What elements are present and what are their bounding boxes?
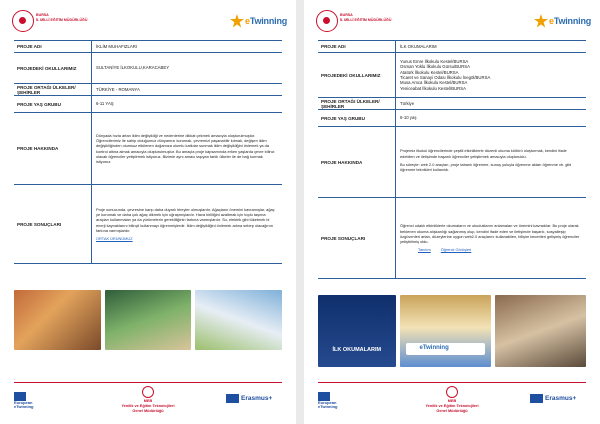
meb-title bbox=[36, 13, 96, 22]
meb-title-line: İL MİLLÎ EĞİTİM MÜDÜRLÜĞÜ bbox=[36, 17, 88, 22]
page-header bbox=[0, 8, 296, 40]
project-table bbox=[14, 40, 282, 264]
row-value bbox=[396, 127, 586, 197]
row-value bbox=[92, 96, 282, 112]
etwinning-logo bbox=[534, 14, 592, 30]
meb-emblem-icon bbox=[12, 10, 34, 32]
row-value bbox=[92, 113, 282, 184]
value-line: Projemiz ilkokul öğrencilerinde çeşitli etkinliklerle düzenli okuma kültürü oluşturmak, kendini ifade edebilen ve iletişimde başarılı öğrenciler yetiştirmek amacıyla oluşturuldu. bbox=[400, 148, 567, 159]
photo-poster-board bbox=[105, 290, 192, 350]
erasmus-label: Erasmus+ bbox=[241, 395, 273, 402]
eu-text-line: eTwinning bbox=[14, 404, 34, 409]
table-row bbox=[14, 40, 282, 53]
row-label: PROJE YAŞ GRUBU bbox=[318, 110, 396, 126]
photo-presentation bbox=[195, 290, 282, 350]
value-line: 6-10 yaş bbox=[400, 115, 417, 120]
value-line: Bu süreçte: web 2.0 araçları, proje tabanlı öğrenme, sunuş yoluyla öğrenme aktarı öğrenme vb. gibi öğrenme teknikleri kullanıldı. bbox=[400, 162, 572, 173]
erasmus-logo bbox=[226, 394, 282, 404]
footer-center-line: Genel Müdürlüğü bbox=[436, 409, 468, 413]
row-value bbox=[396, 98, 586, 109]
value-line: Osman Yoklu İlkokulu Gürsu/BURSA bbox=[400, 64, 470, 70]
footer-center-line: Yenilik ve Eğitim Teknolojileri bbox=[425, 404, 479, 408]
table-row bbox=[14, 96, 282, 113]
etwinning-star-icon bbox=[534, 14, 548, 28]
meb-mini-emblem-icon bbox=[446, 386, 458, 398]
row-value bbox=[396, 110, 586, 126]
etwinning-star-icon bbox=[230, 14, 244, 28]
value-line: Öğrenci odaklı etkinliklerle okumaların ve okuduklarını anlamaları ve önemini kavradılar. Bu proje olarak beklenen okuma alışkanlığı sağlanmış olup, kendini ifade eden ve iletişimde başarılı, sosyalleşip özgüvenleri artan, düzeylerine uygun web2.0 araçlarını kullanabilen, bilişim becerileri gelişmiş öğrenciler yetiştirilmiş oldu. bbox=[400, 223, 580, 245]
banner-etwinning-panel bbox=[406, 343, 485, 355]
meb-mini-emblem-icon bbox=[142, 386, 154, 398]
row-label: PROJE YAŞ GRUBU bbox=[14, 96, 92, 112]
row-value bbox=[92, 84, 282, 95]
table-row bbox=[318, 40, 586, 53]
row-value bbox=[92, 41, 282, 52]
document-page-left bbox=[0, 0, 296, 424]
etwinning-label: eTwinning bbox=[245, 16, 288, 26]
eu-text-line: European bbox=[318, 400, 337, 405]
footer-divider bbox=[318, 382, 586, 383]
row-label: PROJE ORTAĞI ÜLKELER/ŞEHİRLER bbox=[318, 98, 396, 109]
photo-caption: İLK OKUMALARIM bbox=[332, 347, 382, 353]
erasmus-logo bbox=[530, 394, 586, 404]
eu-text bbox=[318, 401, 337, 409]
meb-emblem-icon bbox=[316, 10, 338, 32]
meb-yegitek-logo bbox=[412, 386, 492, 414]
footer-center-line: MEB bbox=[447, 399, 457, 403]
footer-center-line: Genel Müdürlüğü bbox=[132, 409, 164, 413]
tanitim-link[interactable]: Tanıtım bbox=[418, 247, 431, 253]
row-value bbox=[396, 198, 586, 278]
page-header bbox=[304, 8, 600, 40]
result-links bbox=[400, 247, 582, 252]
row-label: PROJE HAKKINDA bbox=[14, 113, 92, 184]
row-label: PROJE ADI bbox=[14, 41, 92, 52]
table-row bbox=[14, 53, 282, 84]
row-label: PROJE ADI bbox=[318, 41, 396, 52]
meb-title bbox=[340, 13, 400, 22]
eu-text-line: eTwinning bbox=[318, 404, 338, 409]
eu-text bbox=[14, 401, 33, 409]
value-line: Musa Amca İlkokulu Kestel/BURSA bbox=[400, 80, 468, 86]
value-line: Yeniceabat İlkokulu Kestel/BURSA bbox=[400, 85, 467, 91]
meb-title-line: BURSA bbox=[36, 13, 49, 17]
page-footer bbox=[0, 382, 296, 418]
table-row bbox=[14, 84, 282, 96]
value-line: İLK OKUMALARIM bbox=[400, 43, 437, 49]
table-row bbox=[318, 110, 586, 127]
value-line: Ticaret ve Sanayi Odası İlkokulu İnegöl/BURSA bbox=[400, 75, 491, 80]
document-page-right bbox=[304, 0, 600, 424]
eu-flag-icon bbox=[530, 394, 543, 403]
photo-strip bbox=[318, 295, 586, 367]
meb-yegitek-logo bbox=[108, 386, 188, 414]
european-etwinning-logo bbox=[318, 392, 354, 408]
meb-title-line: BURSA bbox=[340, 13, 353, 17]
table-row bbox=[318, 98, 586, 110]
value-line: Dünyada hızla artan iklim değişikliği ve nedenlerine dikkat çekmek amacıyla oluşturulmuştur. Öğrencilerimiz ile sahip olduğumuz dünyamızı korumak, çevremizi yaşanabilir kılmak, değişen iklim değişikliğinden olumsuz etkilenen doğamıza olumlu katkılar sunmak iklim değişikliğini önlemek ya da kontrol altına almak amacıyla oluşturulmuştur. Bu amaçla proje kapsamında erken yaşlarda çevre bilinci olacak öğrenciler yetiştirmek istiyoruz. Bizimle aynı amacı taşıyan farklı ülkeler ile de bağ kurmak istiyoruz. bbox=[96, 132, 275, 165]
value-line: Yunus Emre İlkokulu Kestel/BURSA bbox=[400, 58, 469, 64]
meb-title-line: İL MİLLÎ EĞİTİM MÜDÜRLÜĞÜ bbox=[340, 17, 392, 22]
ogrenci-gorusleri-link[interactable]: Öğrenci Görüşleri bbox=[440, 247, 472, 253]
row-label: PROJE HAKKINDA bbox=[318, 127, 396, 197]
value-line: İKLİM MUHAFIZLARI bbox=[96, 43, 138, 49]
row-label: PROJE ORTAĞI ÜLKELER/ŞEHİRLER bbox=[14, 84, 92, 95]
european-etwinning-logo bbox=[14, 392, 50, 408]
table-row bbox=[14, 113, 282, 185]
row-value bbox=[396, 53, 586, 97]
photo-children-planting bbox=[14, 290, 101, 350]
row-value bbox=[396, 41, 586, 52]
photo-student-reading bbox=[495, 295, 586, 367]
eu-flag-icon bbox=[226, 394, 239, 403]
page-footer bbox=[304, 382, 600, 418]
erasmus-label: Erasmus+ bbox=[545, 395, 577, 402]
table-row bbox=[318, 127, 586, 198]
row-value bbox=[92, 185, 282, 263]
project-table bbox=[318, 40, 586, 279]
value-line: Proje sonucunda, çevresine karşı daha duyarlı bireyler olmuşlardır. Ağaçların önemini kavramışlar, ağaç ye korumak ve daha çok ağaç dikmek için uğraşmışlardır. Hava kirliliğini azaltmak için toplu taşıma araçları kullanmaları ya da yürümelerin gerekliliğinin farkına varmışlardır. Su, elektrik gibi tüketmek bi enerji kaynaklarını bilinçli kullanmayı öğrenmişlerdir. İklim değişikliğini önlemek adına sebep olacağının farkına varmışlardır. bbox=[96, 206, 275, 233]
value-line: TÜRKİYE - ROMANYA bbox=[96, 86, 140, 92]
footer-divider bbox=[14, 382, 282, 383]
banner-etwinning-label: eTwinning bbox=[419, 345, 449, 351]
footer-center-line: Yenilik ve Eğitim Teknolojileri bbox=[121, 404, 175, 408]
photo-strip bbox=[14, 290, 282, 350]
value-line: 6-11 YAŞ bbox=[96, 101, 114, 106]
table-row bbox=[14, 185, 282, 264]
value-line: SULTANİYE İLKOKULU,KARACABEY bbox=[96, 65, 170, 70]
row-label: PROJEDEKİ OKULLARIMIZ bbox=[318, 53, 396, 97]
row-label: PROJEDEKİ OKULLARIMIZ bbox=[14, 53, 92, 83]
row-label: PROJE SONUÇLARI bbox=[318, 198, 396, 278]
table-row bbox=[318, 198, 586, 279]
row-value bbox=[92, 53, 282, 83]
etwinning-label: eTwinning bbox=[549, 16, 592, 26]
eu-text-line: European bbox=[14, 400, 33, 405]
value-line: Türkiye bbox=[400, 100, 415, 106]
footer-center-line: MEB bbox=[143, 399, 153, 403]
ortak-urunumuz-link[interactable]: ORTAK ÜRÜNÜMÜZ bbox=[96, 236, 133, 242]
row-label: PROJE SONUÇLARI bbox=[14, 185, 92, 263]
etwinning-logo bbox=[230, 14, 288, 30]
table-row bbox=[318, 53, 586, 98]
photo-ilk-okumalarim-logo bbox=[318, 295, 396, 367]
photo-ilk-okumalarim-banner bbox=[400, 295, 491, 367]
value-line: Atatürk İlkokulu Kestel/BURSA bbox=[400, 69, 459, 75]
